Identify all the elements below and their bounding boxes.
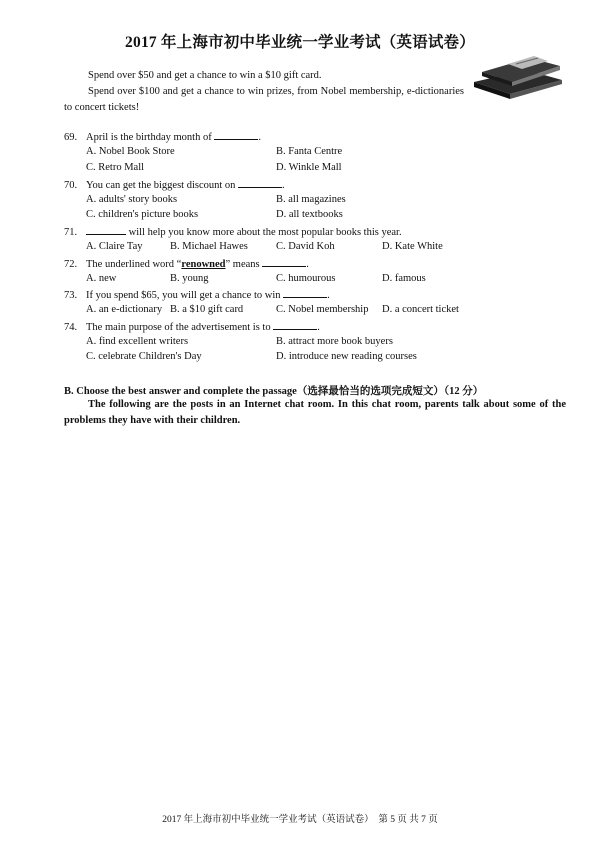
option-b[interactable]: B. Fanta Centre [276, 146, 343, 157]
question-74: 74. The main purpose of the advertisement is to . [64, 322, 320, 333]
underlined-word: renowned [181, 259, 226, 270]
option-d[interactable]: D. all textbooks [276, 209, 343, 220]
question-69: 69. April is the birthday month of . [64, 132, 261, 143]
option-c[interactable]: C. humourous [276, 273, 336, 284]
answer-blank[interactable] [283, 288, 327, 298]
option-d[interactable]: D. Winkle Mall [276, 162, 342, 173]
question-70: 70. You can get the biggest discount on . [64, 180, 285, 191]
section-b-heading: B. Choose the best answer and complete the passage（选择最恰当的选项完成短文）（12 分） [64, 386, 484, 397]
option-d[interactable]: D. introduce new reading courses [276, 351, 417, 362]
books-icon [468, 52, 568, 102]
option-b[interactable]: B. a $10 gift card [170, 304, 244, 315]
page-title: 2017 年上海市初中毕业统一学业考试（英语试卷） [125, 34, 475, 51]
ad-line-2: Spend over $100 and get a chance to win prizes, from Nobel membership, e-dictionaries to concert tickets! [64, 86, 464, 113]
option-c[interactable]: C. Nobel membership [276, 304, 369, 315]
option-a[interactable]: A. new [86, 273, 117, 284]
option-b[interactable]: B. Michael Hawes [170, 241, 248, 252]
option-a[interactable]: A. adults' story books [86, 194, 178, 205]
question-73: 73. If you spend $65, you will get a chance to win . [64, 290, 330, 301]
option-b[interactable]: B. attract more book buyers [276, 336, 393, 347]
option-a[interactable]: A. find excellent writers [86, 336, 189, 347]
answer-blank[interactable] [214, 130, 258, 140]
answer-blank[interactable] [238, 178, 282, 188]
option-a[interactable]: A. an e-dictionary [86, 304, 163, 315]
answer-blank[interactable] [273, 320, 317, 330]
option-b[interactable]: B. young [170, 273, 209, 284]
option-a[interactable]: A. Nobel Book Store [86, 146, 175, 157]
question-71: 71. will help you know more about the most popular books this year. [64, 227, 402, 238]
option-b[interactable]: B. all magazines [276, 194, 346, 205]
page-footer: 2017 年上海市初中毕业统一学业考试（英语试卷） 第 5 页 共 7 页 [162, 815, 438, 825]
option-c[interactable]: C. Retro Mall [86, 162, 145, 173]
option-c[interactable]: C. David Koh [276, 241, 335, 252]
option-d[interactable]: D. a concert ticket [382, 304, 459, 315]
answer-blank[interactable] [262, 257, 306, 267]
option-c[interactable]: C. celebrate Children's Day [86, 351, 202, 362]
ad-line-1: Spend over $50 and get a chance to win a $10 gift card. [88, 70, 322, 81]
option-c[interactable]: C. children's picture books [86, 209, 199, 220]
question-72: 72. The underlined word “renowned” means . [64, 259, 309, 270]
option-a[interactable]: A. Claire Tay [86, 241, 143, 252]
section-b-intro: The following are the posts in an Internet chat room. In this chat room, parents talk about some of the problems they have with their children. [64, 399, 566, 426]
option-d[interactable]: D. Kate White [382, 241, 443, 252]
answer-blank[interactable] [86, 225, 126, 235]
option-d[interactable]: D. famous [382, 273, 426, 284]
